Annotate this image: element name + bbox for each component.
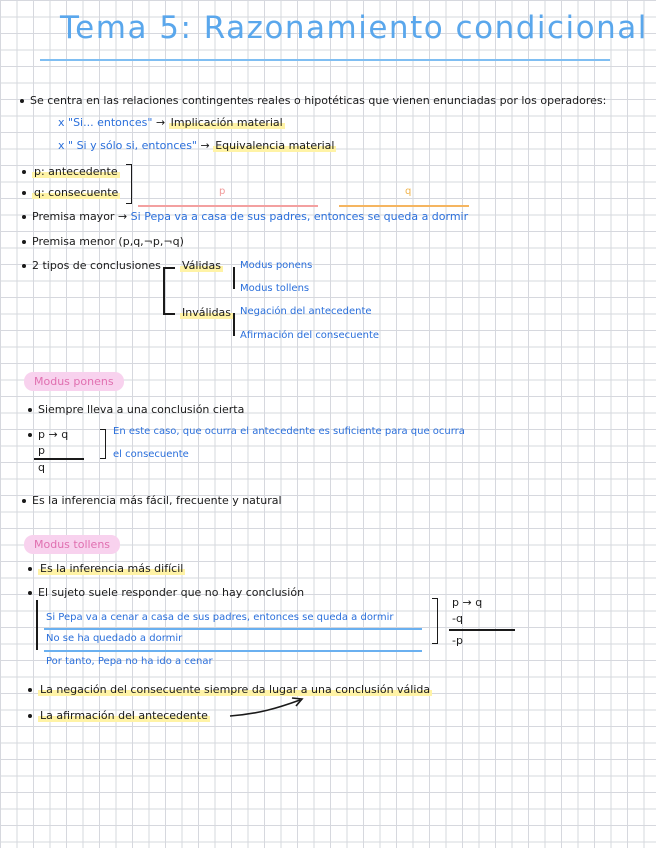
example-underline [44, 650, 422, 652]
bullet-icon [28, 714, 32, 718]
mt-bullet-4: La afirmación del antecedente [28, 709, 210, 722]
mt-formula-1: p → q [452, 596, 483, 609]
bullet-icon [28, 408, 32, 412]
operator-result: Implicación material [170, 116, 283, 129]
page-title: Tema 5: Razonamiento condicional [60, 10, 648, 46]
tree-line [233, 267, 235, 289]
formula-line [449, 629, 515, 631]
q-marker: q [405, 186, 412, 197]
bracket [126, 164, 132, 204]
mt-formula-3: -p [452, 634, 463, 647]
bracket [432, 598, 438, 644]
mp-formula-p: p [38, 444, 45, 457]
invalid-item-negation: Negación del antecedente [240, 306, 372, 317]
mt-bullet-3: La negación del consecuente siempre da lugar a una conclusión válida [28, 683, 432, 696]
bullet-icon [28, 688, 32, 692]
mp-note-2: el consecuente [113, 449, 189, 460]
mp-bullet-2: Es la inferencia más fácil, frecuente y natural [22, 494, 282, 507]
valid-item-modus-tollens: Modus tollens [240, 283, 310, 294]
valid-label: Válidas [182, 259, 221, 272]
mt-formula-2: -q [452, 612, 463, 625]
section-heading-modus-tollens: Modus tollens [24, 535, 120, 554]
bullet-icon [22, 240, 26, 244]
intro-text: Se centra en las relaciones contingentes reales o hipotéticas que vienen enunciadas por los operadores: [20, 94, 606, 107]
valid-item-modus-ponens: Modus ponens [240, 260, 313, 271]
formula-line [34, 458, 84, 460]
q-label: q: consecuente [22, 186, 120, 199]
mp-note-1: En este caso, que ocurra el antecedente es suficiente para que ocurra [113, 426, 465, 437]
tree-line [233, 313, 235, 336]
bullet-icon [22, 264, 26, 268]
mt-bullet-2: El sujeto suele responder que no hay conclusión [28, 586, 304, 599]
p-label: p: antecedente [22, 165, 120, 178]
p-marker: p [219, 186, 226, 197]
mt-example-2: No se ha quedado a dormir [46, 633, 183, 644]
bullet-icon [28, 433, 32, 437]
operator-row-2 [58, 139, 336, 152]
section-heading-modus-ponens: Modus ponens [24, 372, 124, 391]
p-underline [138, 205, 318, 207]
operator-prefix: x " Si y sólo si, entonces" [58, 139, 197, 152]
premise-major: Premisa mayor → Si Pepa va a casa de sus padres, entonces se queda a dormir [22, 210, 468, 223]
example-line [36, 600, 38, 650]
mp-formula: p → q [28, 428, 68, 441]
invalid-label: Inválidas [182, 306, 232, 319]
bracket [100, 429, 106, 459]
bullet-icon [28, 567, 32, 571]
tree-line [163, 267, 165, 314]
bullet-icon [22, 191, 26, 195]
mp-formula-q: q [38, 461, 45, 474]
arrow-icon: → [155, 116, 166, 129]
bullet-icon [22, 499, 26, 503]
operator-result: Equivalencia material [215, 139, 335, 152]
mt-example-1: Si Pepa va a cenar a casa de sus padres, entonces se queda a dormir [46, 612, 394, 623]
operator-row-1 [58, 116, 285, 129]
bullet-icon [20, 99, 24, 103]
mp-bullet-1: Siempre lleva a una conclusión cierta [28, 403, 244, 416]
example-underline [44, 628, 422, 630]
premise-minor: Premisa menor (p,q,¬p,¬q) [22, 235, 184, 248]
arrow-icon: → [200, 139, 210, 152]
bullet-icon [22, 215, 26, 219]
title-underline [40, 59, 610, 61]
bullet-icon [22, 170, 26, 174]
arrow-icon: → [117, 210, 128, 223]
operator-prefix: x "Si... entonces" [58, 116, 153, 129]
bullet-icon [28, 591, 32, 595]
tree-line [163, 313, 175, 315]
invalid-item-affirmation: Afirmación del consecuente [240, 330, 380, 341]
q-underline [339, 205, 469, 207]
conclusions-label: 2 tipos de conclusiones [22, 259, 161, 272]
arrow-icon [228, 694, 308, 722]
mt-bullet-1: Es la inferencia más difícil [28, 562, 185, 575]
tree-line [163, 267, 175, 269]
mt-example-3: Por tanto, Pepa no ha ido a cenar [46, 656, 213, 667]
